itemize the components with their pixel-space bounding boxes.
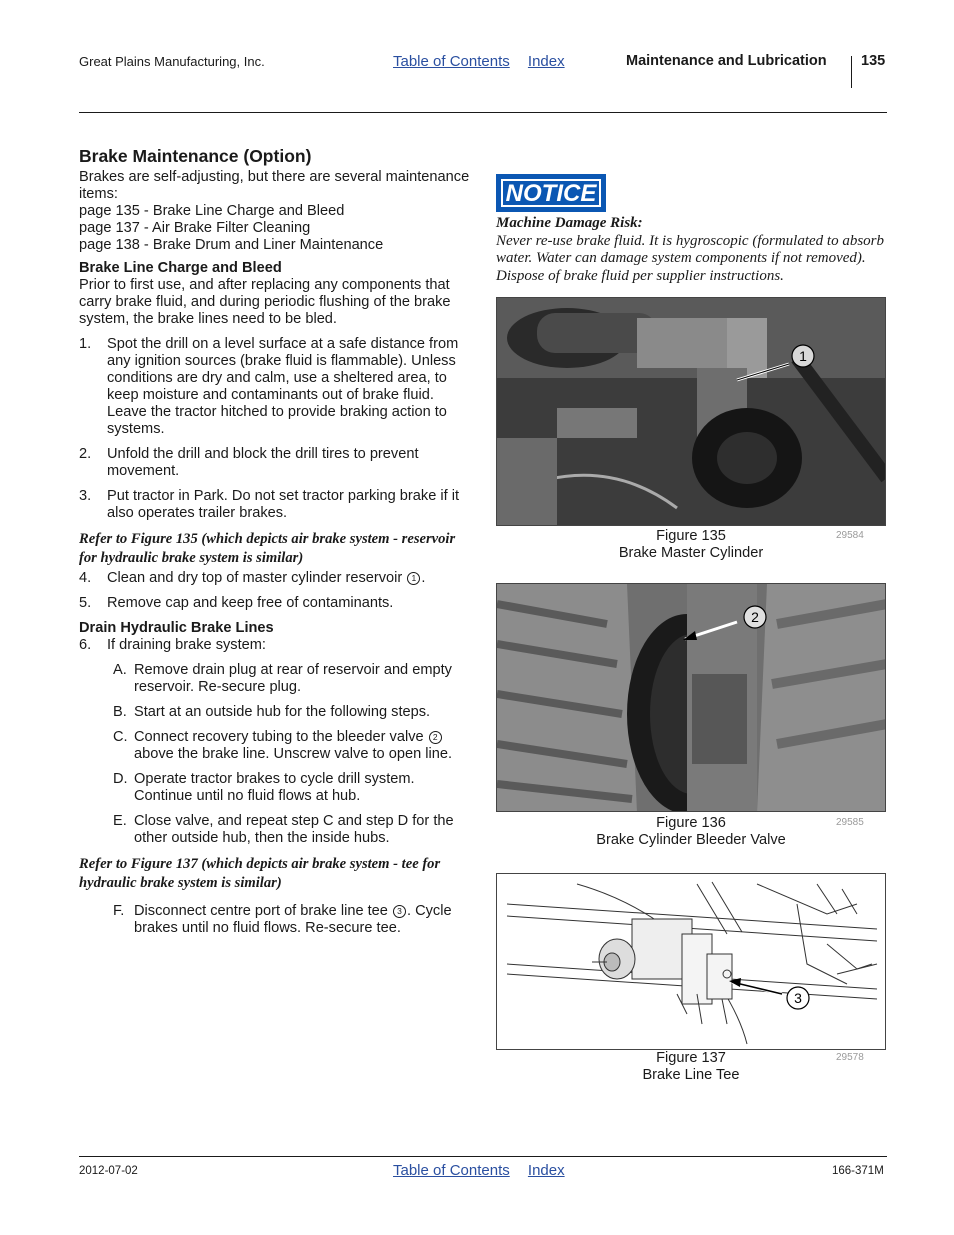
figure-caption: Brake Master Cylinder [618, 545, 764, 561]
page-number: 135 [861, 53, 886, 69]
substep-text: Start at an outside hub for the following steps. [134, 704, 431, 720]
step-item [79, 595, 474, 612]
header-links [393, 53, 579, 70]
callout-3-icon: 3 [393, 905, 406, 918]
figure-135-photo [496, 297, 886, 526]
step-item [79, 488, 474, 522]
footer-index-link[interactable]: Index [527, 1162, 565, 1179]
subheading-drain: Drain Hydraulic Brake Lines [79, 620, 274, 636]
page-title: Brake Maintenance (Option) [79, 146, 312, 166]
list-item: page 137 - Air Brake Filter Cleaning [79, 220, 311, 236]
figure-135-callout: 1 [799, 348, 807, 364]
step-text: Clean and dry top of master cylinder reservoir 1 . [107, 570, 426, 586]
figure-number: Figure 135 [656, 528, 726, 544]
step-number: 1. [79, 336, 92, 352]
step-number: 4. [79, 570, 92, 586]
footer-date: 2012-07-02 [79, 1165, 138, 1177]
step-number: 3. [79, 488, 92, 504]
list-item: page 138 - Brake Drum and Liner Maintenance [79, 237, 384, 253]
footer-links [393, 1162, 579, 1179]
figure-reference: Refer to Figure 135 (which depicts air brake system - reservoir for hydraulic brake system is similar) [79, 531, 456, 566]
step-item [79, 446, 474, 480]
substep-letter: D. [113, 771, 128, 787]
figure-137-caption [496, 1050, 886, 1084]
step-text: Spot the drill on a level surface at a safe distance from any ignition sources (brake fluid is flammable). Unless conditions are dry and calm, use a sheltered area, to keep moisture and contaminants out of brake fluid. Leave the tractor hitched to provide braking action to systems. [107, 336, 459, 437]
substep-text: Operate tractor brakes to cycle drill system. Continue until no fluid flows at hub. [134, 771, 415, 804]
header-rule [79, 112, 887, 113]
substep-item [79, 729, 474, 763]
step-number: 5. [79, 595, 92, 611]
index-link[interactable]: Index [527, 53, 565, 70]
figure-id: 29585 [836, 817, 864, 828]
step-number: 6. [79, 637, 92, 653]
figure-caption: Brake Line Tee [642, 1067, 740, 1083]
step-text: If draining brake system: [107, 637, 266, 653]
step-item [79, 336, 474, 438]
charge-bleed-paragraph: Prior to first use, and after replacing any components that carry brake fluid, and during periodic flushing of the brake system, the brake lines need to be bled. [79, 277, 451, 327]
notice-body: Never re-use brake fluid. It is hygroscopic (formulated to absorb water. Water can damage system components if not removed). Dispose of brake fluid per supplier instructions. [496, 232, 884, 284]
substep-text: Remove drain plug at rear of reservoir and empty reservoir. Re-secure plug. [134, 662, 452, 695]
step-text: Unfold the drill and block the drill tires to prevent movement. [107, 446, 419, 479]
step-number: 2. [79, 446, 92, 462]
notice-badge [496, 174, 606, 212]
header-divider [851, 56, 852, 88]
figure-137-drawing [496, 873, 886, 1050]
substep-text: Connect recovery tubing to the bleeder valve 2 above the brake line. Unscrew valve to open line. [134, 729, 453, 762]
substep-item [79, 771, 474, 805]
figure-id: 29584 [836, 530, 864, 541]
notice-text [496, 215, 888, 285]
notice-label: NOTICE [501, 179, 601, 207]
subheading-charge-bleed: Brake Line Charge and Bleed [79, 260, 282, 276]
step-item [79, 570, 474, 587]
intro-text: Brakes are self-adjusting, but there are several maintenance items: [79, 169, 470, 202]
footer-doc-number: 166-371M [832, 1165, 884, 1177]
figure-reference: Refer to Figure 137 (which depicts air brake system - tee for hydraulic brake system is similar) [79, 856, 441, 891]
list-item: page 135 - Brake Line Charge and Bleed [79, 203, 345, 219]
substep-text: Disconnect centre port of brake line tee 3 . Cycle brakes until no fluid flows. Re-secure tee. [134, 903, 452, 936]
figure-id: 29578 [836, 1052, 864, 1063]
figure-136-callout: 2 [751, 609, 759, 625]
callout-2-icon: 2 [429, 731, 442, 744]
footer-rule [79, 1156, 887, 1157]
toc-link[interactable]: Table of Contents [393, 53, 510, 70]
section-title: Maintenance and Lubrication [626, 53, 827, 69]
step-item [79, 637, 474, 654]
substep-text: Close valve, and repeat step C and step D for the other outside hub, then the inside hubs. [134, 813, 454, 846]
figure-137-callout: 3 [794, 990, 802, 1006]
substep-letter: A. [113, 662, 127, 678]
substep-letter: B. [113, 704, 127, 720]
substep-item [79, 704, 474, 721]
step-text: Put tractor in Park. Do not set tractor parking brake if it also operates trailer brakes. [107, 488, 460, 521]
callout-1-icon: 1 [407, 572, 420, 585]
figure-caption: Brake Cylinder Bleeder Valve [596, 832, 786, 848]
figure-number: Figure 137 [656, 1050, 726, 1066]
substep-item [79, 813, 474, 847]
figure-136-photo [496, 583, 886, 812]
company-name: Great Plains Manufacturing, Inc. [79, 54, 265, 69]
substep-letter: F. [113, 903, 125, 919]
figure-135-caption [496, 528, 886, 562]
substep-letter: E. [113, 813, 127, 829]
figure-136-caption [496, 815, 886, 849]
figure-number: Figure 136 [656, 815, 726, 831]
footer-toc-link[interactable]: Table of Contents [393, 1162, 510, 1179]
substep-item [79, 903, 474, 937]
step-text: Remove cap and keep free of contaminants. [107, 595, 394, 611]
substep-letter: C. [113, 729, 128, 745]
left-column [79, 148, 474, 945]
notice-title: Machine Damage Risk: [496, 215, 643, 231]
substep-item [79, 662, 474, 696]
